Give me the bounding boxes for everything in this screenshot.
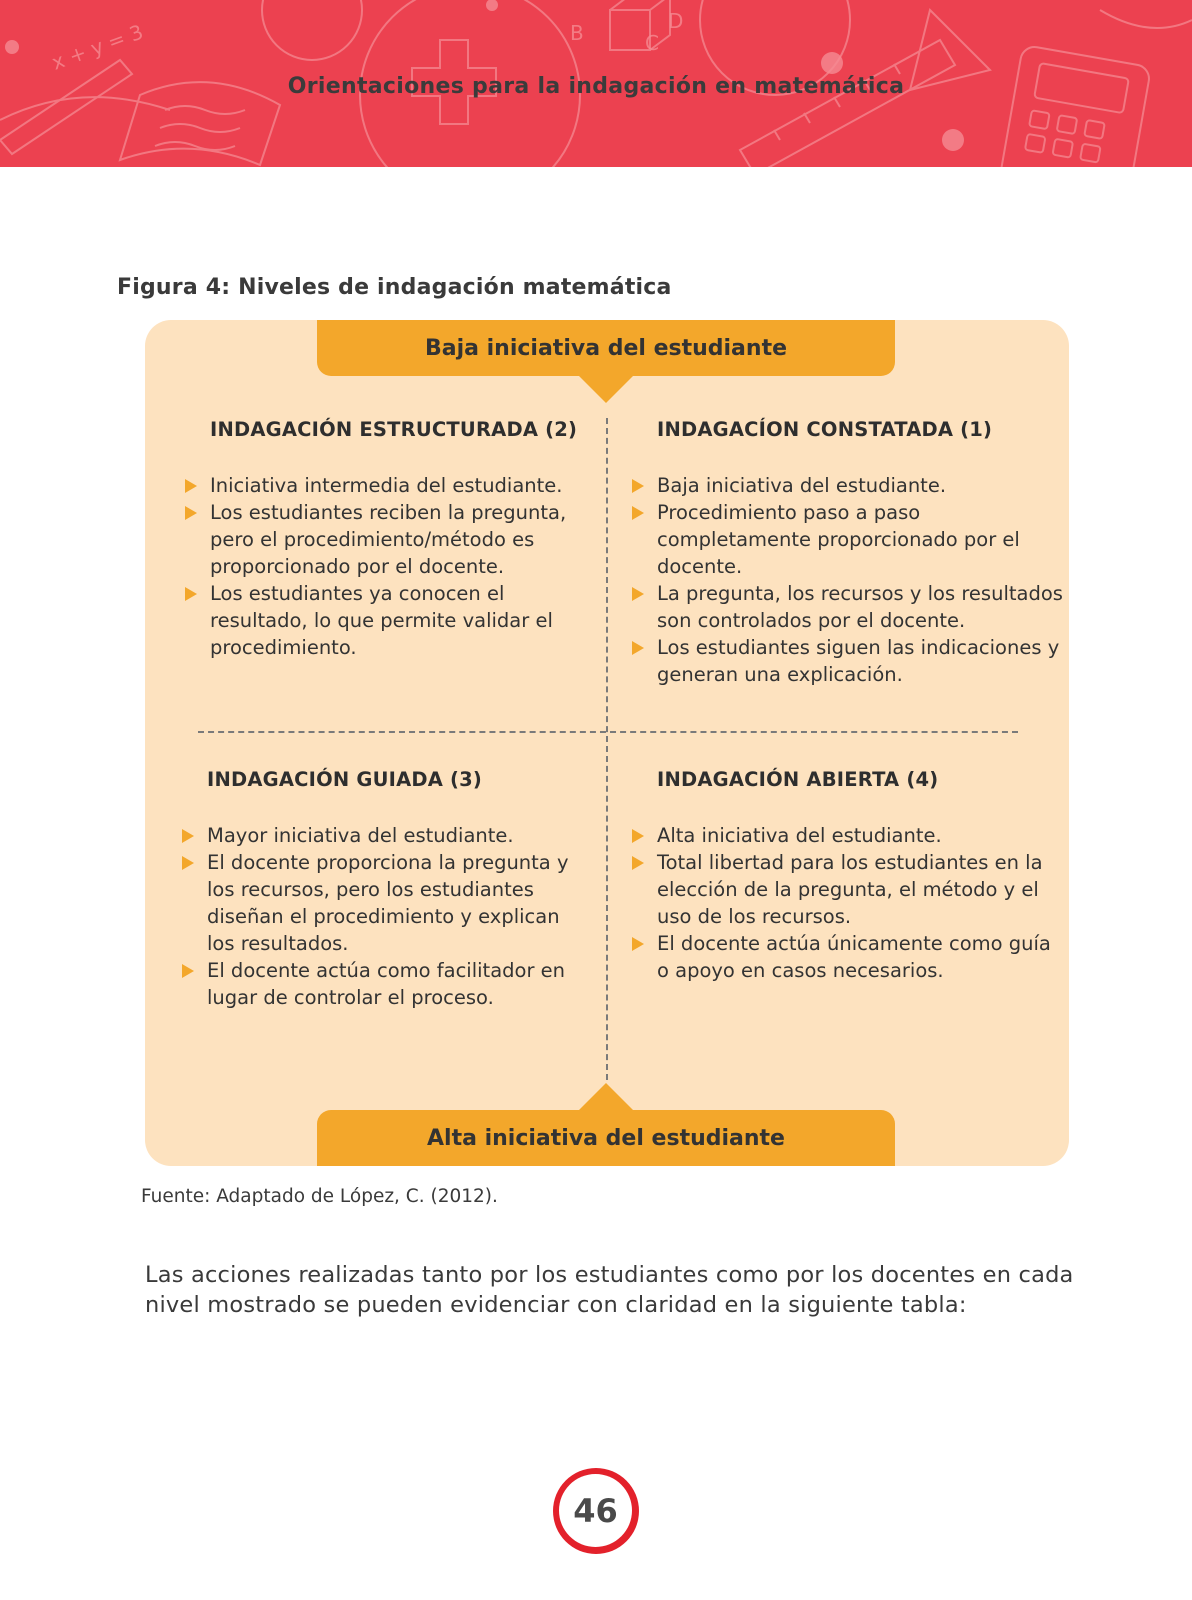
triangle-bullet-icon	[632, 587, 644, 601]
down-arrow-pointer	[578, 375, 634, 403]
triangle-bullet-icon	[182, 829, 194, 843]
header-title: Orientaciones para la indagación en matemática	[287, 74, 905, 99]
list-item: El docente proporciona la pregunta y los recursos, pero los estudiantes diseñan el procedimiento y explican los resultados.	[207, 849, 592, 957]
triangle-bullet-icon	[632, 506, 644, 520]
svg-text:x + y = 3: x + y = 3	[48, 19, 147, 75]
figure-source: Fuente: Adaptado de López, C. (2012).	[141, 1186, 498, 1207]
triangle-bullet-icon	[182, 964, 194, 978]
triangle-bullet-icon	[182, 856, 194, 870]
bullet-list	[657, 472, 1067, 688]
figure-title: Figura 4: Niveles de indagación matemática	[117, 275, 672, 300]
up-arrow-pointer	[578, 1083, 634, 1111]
page-number: 46	[559, 1474, 632, 1547]
list-item: El docente actúa como facilitador en lugar de controlar el proceso.	[207, 957, 592, 1011]
quadrant-confirmed	[657, 418, 1067, 688]
svg-text:D: D	[668, 9, 684, 33]
bullet-list	[657, 822, 1067, 984]
bottom-banner: Alta iniciativa del estudiante	[317, 1110, 895, 1166]
page-header	[0, 0, 1192, 167]
quadrant-title: INDAGACIÓN GUIADA (3)	[207, 768, 483, 791]
triangle-bullet-icon	[632, 937, 644, 951]
triangle-bullet-icon	[185, 506, 197, 520]
triangle-bullet-icon	[632, 641, 644, 655]
page-number-badge	[553, 1468, 639, 1554]
triangle-bullet-icon	[185, 479, 197, 493]
list-item: Mayor iniciativa del estudiante.	[207, 822, 592, 849]
list-item: Iniciativa intermedia del estudiante.	[210, 472, 590, 499]
list-item: Los estudiantes ya conocen el resultado, lo que permite validar el procedimiento.	[210, 580, 590, 661]
quadrant-title: INDAGACÍON CONSTATADA (1)	[657, 418, 993, 441]
quadrant-structured	[210, 418, 590, 661]
list-item: Los estudiantes reciben la pregunta, pero el procedimiento/método es proporcionado por el docente.	[210, 499, 590, 580]
triangle-bullet-icon	[632, 479, 644, 493]
triangle-bullet-icon	[185, 587, 197, 601]
triangle-bullet-icon	[632, 829, 644, 843]
top-banner: Baja iniciativa del estudiante	[317, 320, 895, 376]
list-item: Procedimiento paso a paso completamente proporcionado por el docente.	[657, 499, 1067, 580]
triangle-bullet-icon	[632, 856, 644, 870]
vertical-divider	[606, 418, 608, 1080]
list-item: Baja iniciativa del estudiante.	[657, 472, 1067, 499]
quadrant-title: INDAGACIÓN ESTRUCTURADA (2)	[210, 418, 578, 441]
bullet-list	[207, 822, 592, 1011]
list-item: El docente actúa únicamente como guía o apoyo en casos necesarios.	[657, 930, 1067, 984]
list-item: Total libertad para los estudiantes en la elección de la pregunta, el método y el uso de los recursos.	[657, 849, 1067, 930]
svg-text:B: B	[570, 21, 584, 45]
inquiry-levels-diagram	[145, 320, 1069, 1166]
horizontal-divider	[198, 731, 1018, 733]
bullet-list	[210, 472, 590, 661]
list-item: Alta iniciativa del estudiante.	[657, 822, 1067, 849]
quadrant-guided	[207, 768, 592, 1011]
list-item: Los estudiantes siguen las indicaciones y generan una explicación.	[657, 634, 1067, 688]
svg-text:C: C	[645, 31, 659, 55]
quadrant-title: INDAGACIÓN ABIERTA (4)	[657, 768, 939, 791]
quadrant-open	[657, 768, 1067, 984]
list-item: La pregunta, los recursos y los resultados son controlados por el docente.	[657, 580, 1067, 634]
body-paragraph: Las acciones realizadas tanto por los estudiantes como por los docentes en cada nivel mostrado se pueden evidenciar con claridad en la siguiente tabla:	[145, 1262, 1074, 1318]
